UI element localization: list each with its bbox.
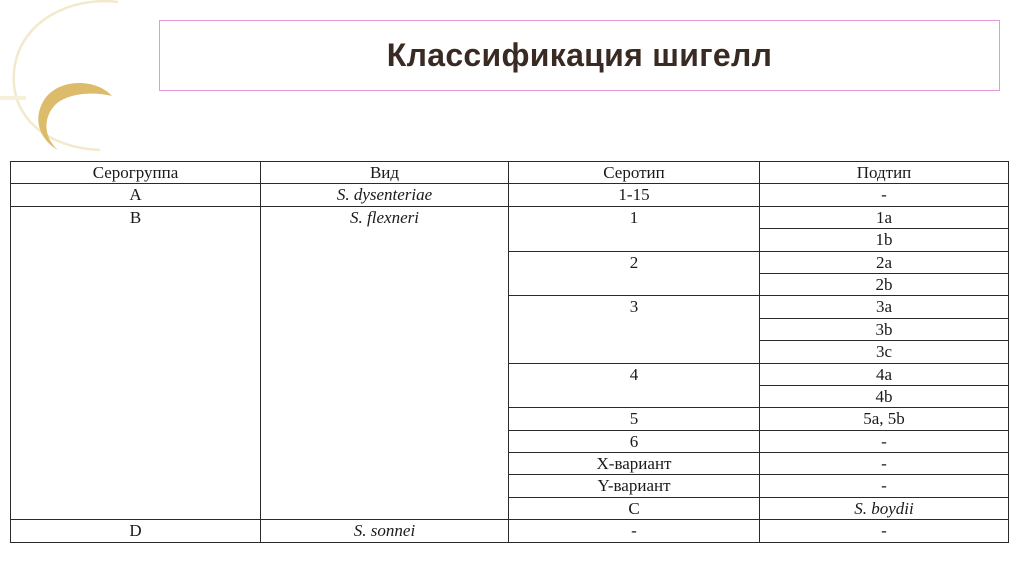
cell-serotype: X-вариант xyxy=(509,453,760,475)
cell-subtype: 4a xyxy=(760,363,1009,385)
cell-subtype: - xyxy=(760,184,1009,206)
cell-subtype: 3a xyxy=(760,296,1009,318)
cell-serotype: Y-вариант xyxy=(509,475,760,497)
cell-subtype: 2b xyxy=(760,273,1009,295)
header-serotype: Серотип xyxy=(509,162,760,184)
cell-serotype: 2 xyxy=(509,251,760,296)
cell-subtype: - xyxy=(760,475,1009,497)
cell-subtype: - xyxy=(760,453,1009,475)
title-box xyxy=(159,20,1000,91)
cell-subtype: 1a xyxy=(760,206,1009,228)
cell-species: S. flexneri xyxy=(261,206,509,519)
shigella-classification-table xyxy=(10,161,1009,543)
header-species: Вид xyxy=(261,162,509,184)
cell-species: S. boydii xyxy=(760,497,1009,519)
cell-subtype: - xyxy=(760,520,1009,542)
cell-subtype: - xyxy=(760,430,1009,452)
cell-serogroup: C xyxy=(509,497,760,519)
header-subtype: Подтип xyxy=(760,162,1009,184)
cell-serotype: 1 xyxy=(509,206,760,251)
cell-subtype: 3c xyxy=(760,341,1009,363)
decorative-swirl xyxy=(0,0,170,170)
table-row xyxy=(11,206,1009,228)
cell-subtype: 4b xyxy=(760,385,1009,407)
cell-serogroup: A xyxy=(11,184,261,206)
cell-species: S. dysenteriae xyxy=(261,184,509,206)
cell-subtype: 5a, 5b xyxy=(760,408,1009,430)
cell-serotype: - xyxy=(509,520,760,542)
header-serogroup: Серогруппа xyxy=(11,162,261,184)
cell-subtype: 1b xyxy=(760,229,1009,251)
cell-serogroup: B xyxy=(11,206,261,519)
cell-subtype: 3b xyxy=(760,318,1009,340)
table-row xyxy=(11,184,1009,206)
table-header-row xyxy=(11,162,1009,184)
cell-species: S. sonnei xyxy=(261,520,509,542)
cell-serotype: 1-15 xyxy=(509,184,760,206)
cell-subtype: 2a xyxy=(760,251,1009,273)
cell-serotype: 3 xyxy=(509,296,760,363)
page-title: Классификация шигелл xyxy=(386,37,773,73)
table-row xyxy=(11,520,1009,542)
cell-serotype: 4 xyxy=(509,363,760,408)
cell-serogroup: D xyxy=(11,520,261,542)
cell-serotype: 6 xyxy=(509,430,760,452)
cell-serotype: 5 xyxy=(509,408,760,430)
